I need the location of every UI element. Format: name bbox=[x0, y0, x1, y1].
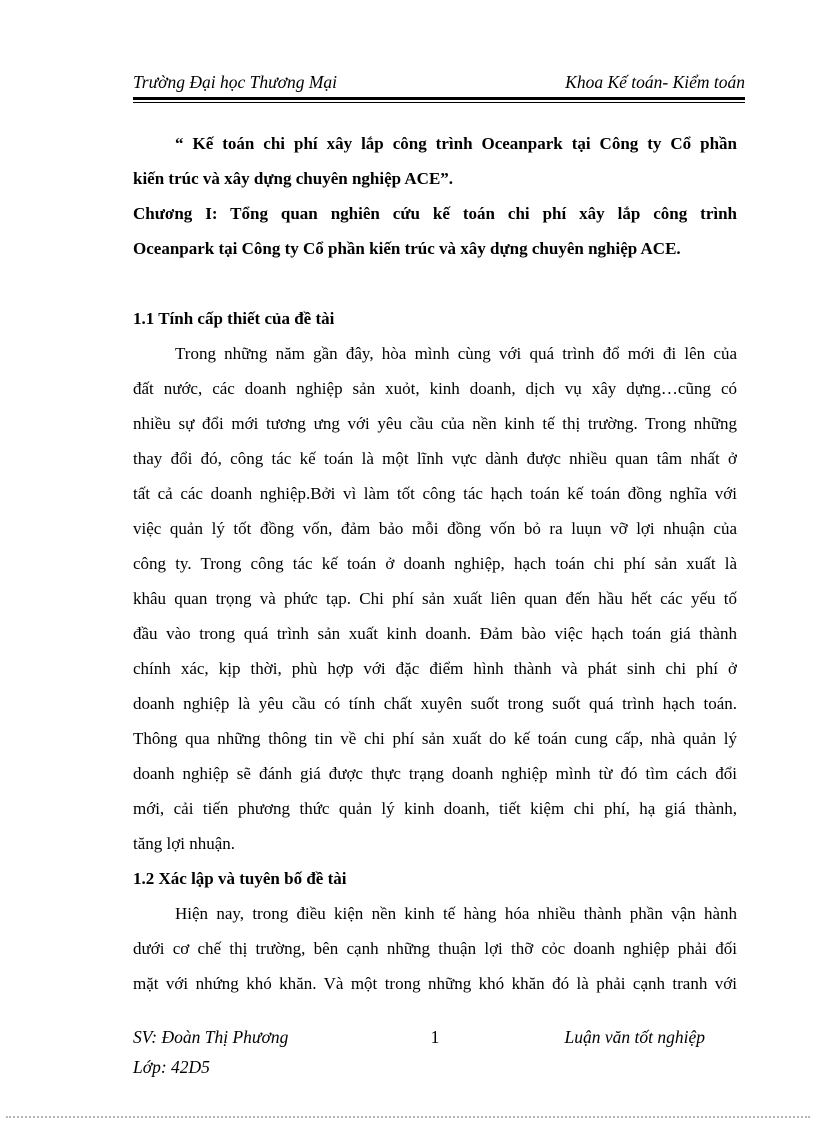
footer-student-name: SV: Đoàn Thị Phương bbox=[133, 1027, 289, 1047]
page-number: 1 bbox=[430, 1027, 440, 1047]
text-line: Thông qua những thông tin về chi phí sản xuất do kế toán cung cấp, nhà quản lý bbox=[133, 729, 737, 748]
text-line: mặt với nhứng khó khăn. Và một trong những khó khăn đó là phải cạnh tranh với bbox=[133, 974, 737, 993]
text-line: Chương I: Tổng quan nghiên cứu kế toán chi phí xây lắp công trình bbox=[133, 204, 737, 223]
text-line: Trong những năm gần đây, hòa mình cùng với quá trình đổ mới đi lên của bbox=[175, 344, 737, 363]
text-line: doanh nghiệp sẽ đánh giá được thực trạng doanh nghiệp mình từ đó tìm cách đổi bbox=[133, 764, 737, 783]
text-line: tất cả các doanh nghiệp.Bởi vì làm tốt công tác hạch toán kế toán đồng nghĩa với bbox=[133, 484, 737, 503]
footer-class: Lớp: 42D5 bbox=[133, 1057, 210, 1077]
text-line: “ Kế toán chi phí xây lắp công trình Oceanpark tại Công ty Cổ phần bbox=[175, 134, 737, 153]
text-line: công ty. Trong công tác kế toán ở doanh nghiệp, hạch toán chi phí sản xuất là bbox=[133, 554, 737, 573]
text-line: đầu vào trong quá trình sản xuất kinh doanh. Đảm bào việc hạch toán giá thành bbox=[133, 624, 737, 643]
text-line: mới, cải tiến phương thức quản lý kinh doanh, tiết kiệm chi phí, hạ giá thành, bbox=[133, 799, 737, 818]
text-line: đất nước, các doanh nghiệp sản xuỏt, kinh doanh, dịch vụ xây dựng…cũng có bbox=[133, 379, 737, 398]
text-line: chính xác, kịp thời, phù hợp với đặc điểm hình thành và phát sinh chi phí ở bbox=[133, 659, 737, 678]
page-bottom-dotted-line bbox=[6, 1116, 810, 1118]
chapter-heading bbox=[133, 196, 737, 266]
text-line: Hiện nay, trong điều kiện nền kinh tế hàng hóa nhiều thành phần vận hành bbox=[175, 904, 737, 923]
text-line: khâu quan trọng và phức tạp. Chi phí sản xuất liên quan đến hầu hết các yếu tố bbox=[133, 589, 737, 608]
text-line: tăng lợi nhuận. bbox=[133, 834, 235, 853]
text-line: thay đổi đó, công tác kế toán là một lĩnh vực dành được nhiều quan tâm nhất ở bbox=[133, 449, 737, 468]
text-line: kiến trúc và xây dựng chuyên nghiệp ACE”. bbox=[133, 169, 454, 188]
section-1-1 bbox=[133, 301, 737, 861]
text-line: dưới cơ chế thị trường, bên cạnh những thuận lợi thỡ cỏc doanh nghiệp phải đối bbox=[133, 939, 737, 958]
header-faculty-name: Khoa Kế toán- Kiểm toán bbox=[565, 72, 745, 92]
text-line: nhiều sự đổi mới tương ưng với yêu cầu của nền kinh tế thị trường. Trong những bbox=[133, 414, 737, 433]
header-double-rule bbox=[133, 97, 745, 103]
text-line: việc quản lý tốt đồng vốn, đảm bảo mỗi đồng vốn bỏ ra luụn vỡ lợi nhuận của bbox=[133, 519, 737, 538]
section-1-2 bbox=[133, 861, 737, 1001]
document-body bbox=[133, 126, 737, 1001]
page-header bbox=[133, 70, 745, 94]
section-heading-1-2: 1.2 Xác lập và tuyên bố đề tài bbox=[133, 869, 347, 888]
text-line: doanh nghiệp là yêu cầu có tính chất xuyên suốt trong suốt quá trình hạch toán. bbox=[133, 694, 737, 713]
header-school-name: Trường Đại học Thương Mại bbox=[133, 72, 338, 92]
paragraph bbox=[133, 896, 737, 1001]
footer-document-type: Luận văn tốt nghiệp bbox=[564, 1027, 705, 1047]
thesis-title bbox=[133, 126, 737, 196]
text-line: Oceanpark tại Công ty Cổ phần kiến trúc và xây dựng chuyên nghiệp ACE. bbox=[133, 239, 681, 258]
section-heading-1-1: 1.1 Tính cấp thiết của đề tài bbox=[133, 309, 335, 328]
paragraph bbox=[133, 336, 737, 861]
